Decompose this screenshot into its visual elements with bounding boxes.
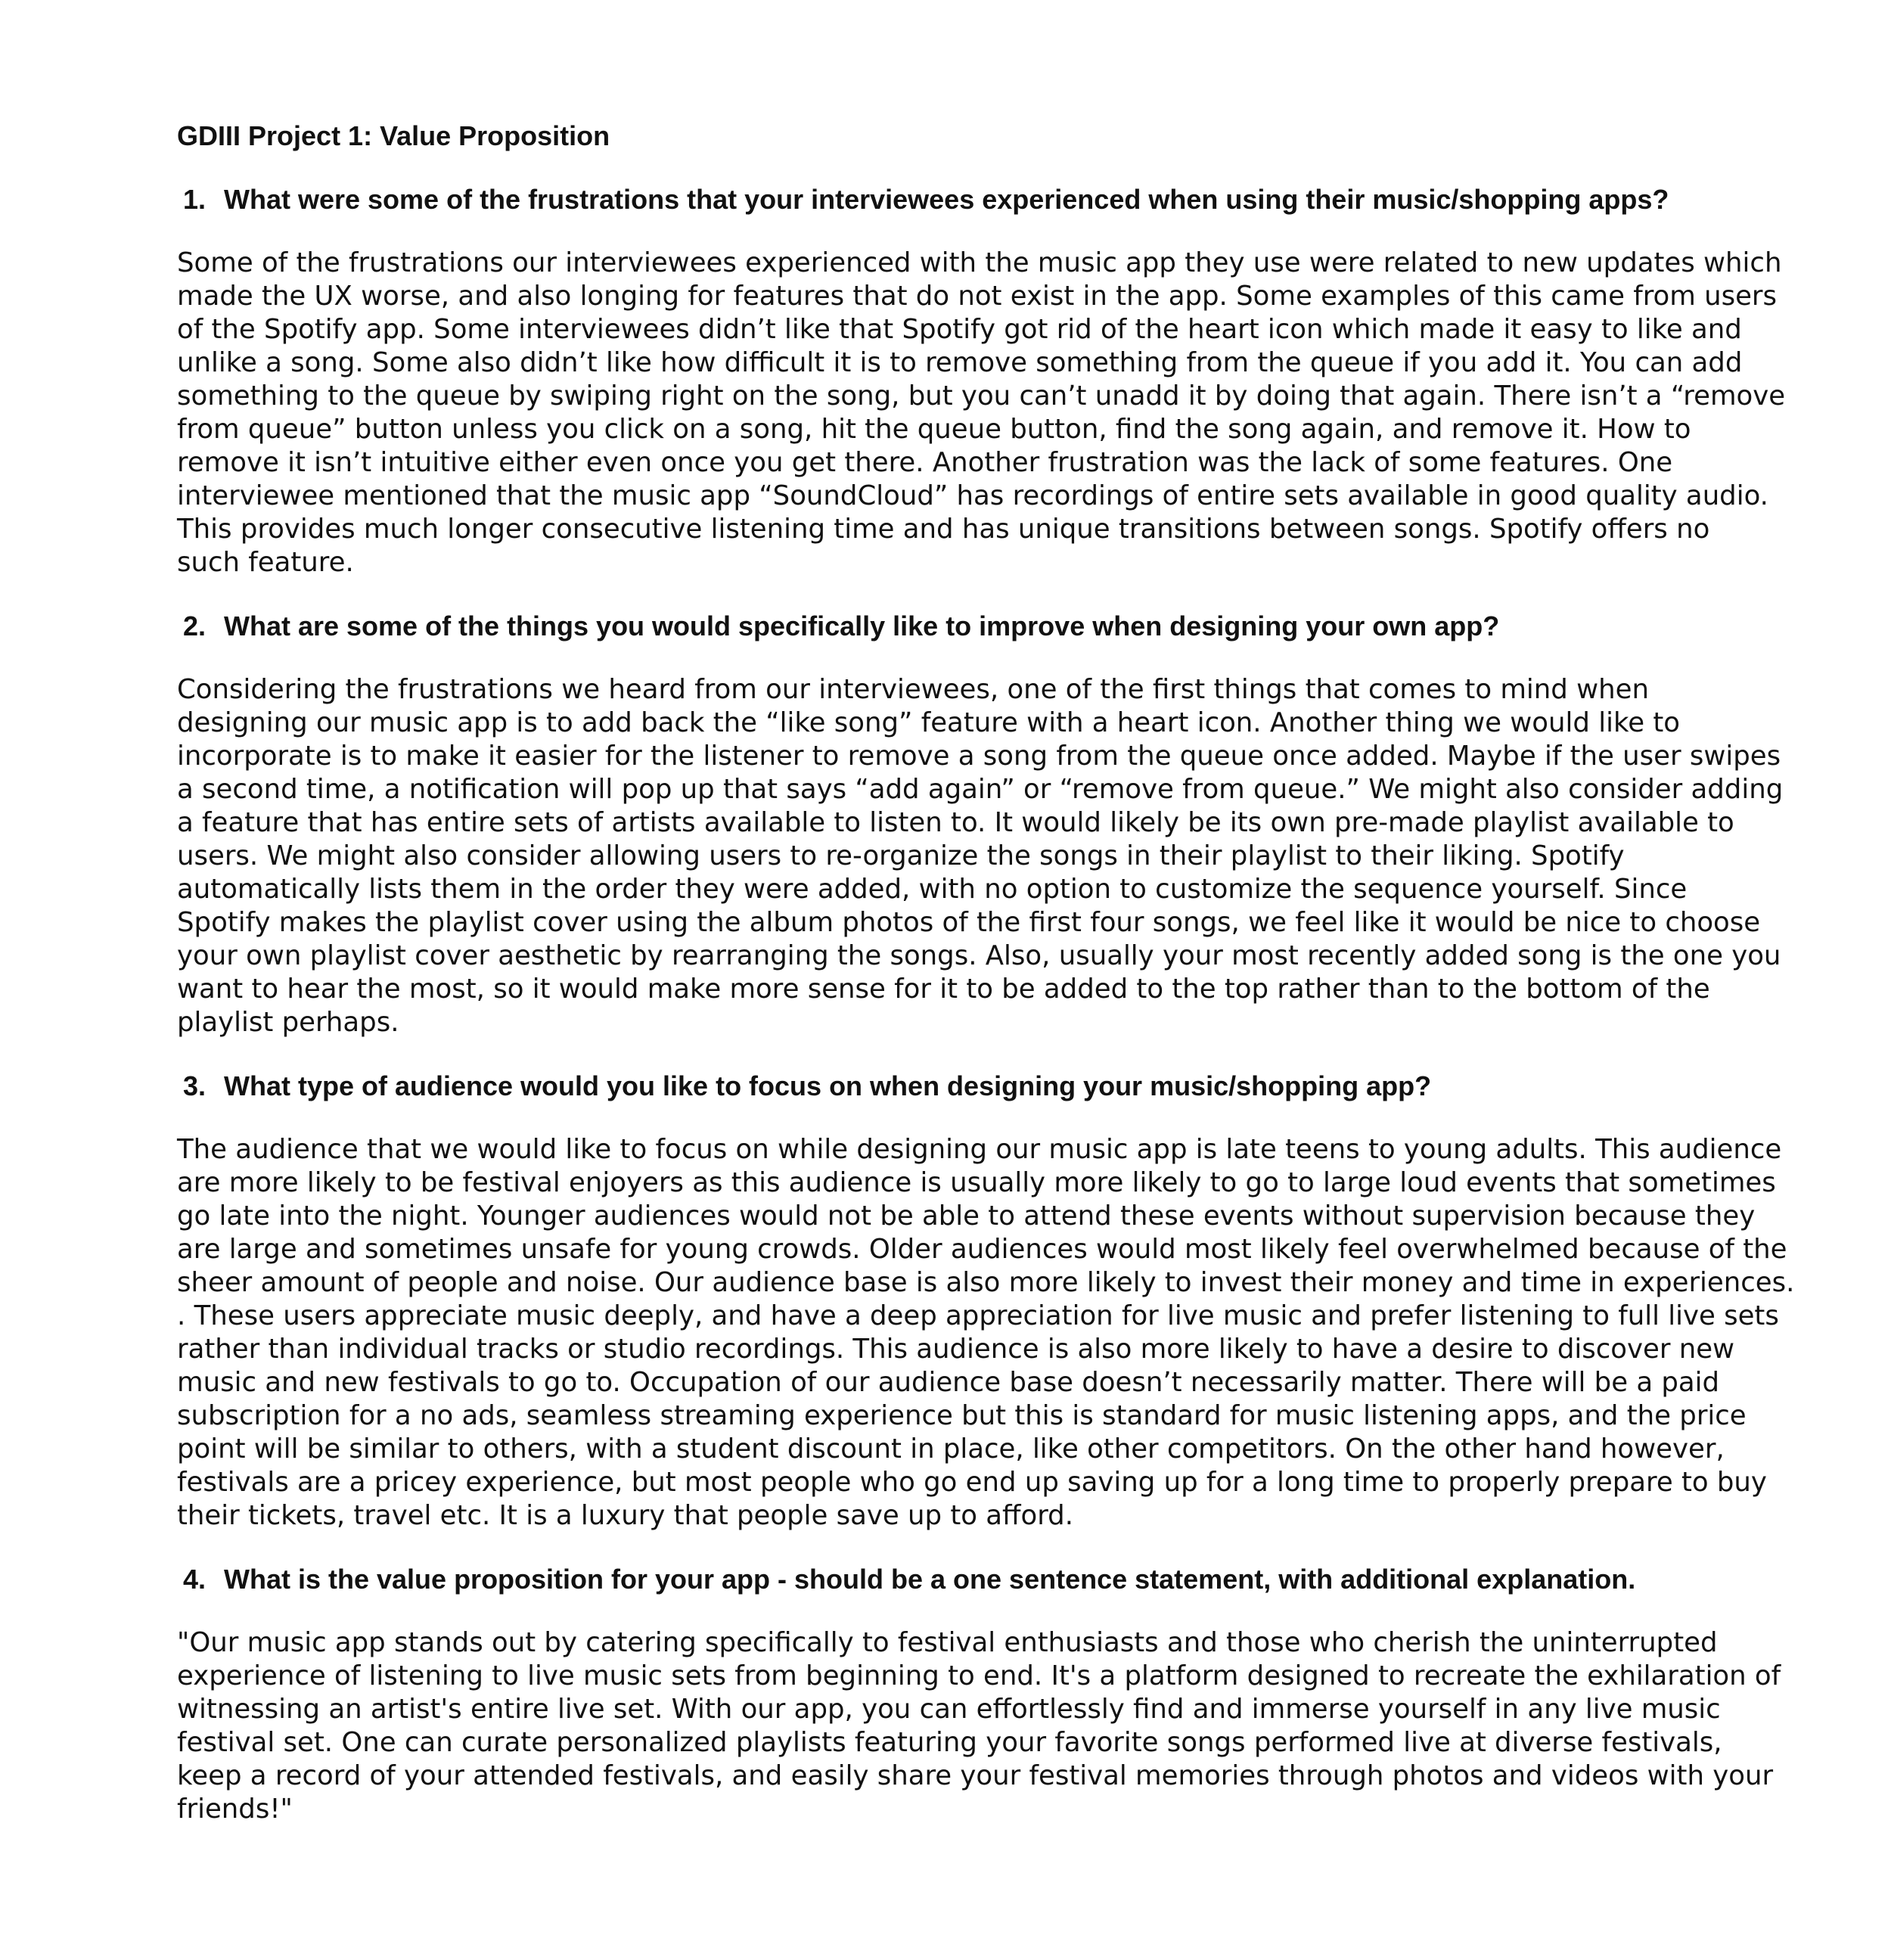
question-text: What were some of the frustrations that your interviewees experienced when using their music/shopping apps? (224, 184, 1669, 215)
answer-line: unlike a song. Some also didn’t like how difficult it is to remove something from the queue if you add it. You can add (177, 347, 1743, 378)
question-number: 3. (183, 1070, 206, 1101)
answer-line: automatically lists them in the order they were added, with no option to customize the sequence yourself. Since (177, 874, 1688, 905)
answer-line: . These users appreciate music deeply, and have a deep appreciation for live music and prefer listening to full live sets (177, 1300, 1779, 1331)
question-heading (177, 1563, 1740, 1596)
question-heading (177, 610, 1740, 643)
answer-line: friends!" (177, 1794, 293, 1825)
answer-line: interviewee mentioned that the music app “SoundCloud” has recordings of entire sets available in good quality audio. (177, 480, 1768, 511)
question-text: What type of audience would you like to focus on when designing your music/shopping app? (224, 1070, 1432, 1101)
answer-line: subscription for a no ads, seamless streaming experience but this is standard for music listening apps, and the price (177, 1400, 1747, 1431)
question-number: 2. (183, 610, 206, 641)
answer-line: Some of the frustrations our interviewees experienced with the music app they use were related to new updates which (177, 247, 1782, 278)
answer-line: users. We might also consider allowing users to re-organize the songs in their playlist to their liking. Spotify (177, 840, 1625, 871)
answer-line: something to the queue by swiping right on the song, but you can’t unadd it by doing that again. There isn’t a “remove (177, 381, 1786, 412)
question-heading (177, 1070, 1740, 1103)
answer-line: keep a record of your attended festivals, and easily share your festival memories through photos and videos with your (177, 1760, 1774, 1791)
answer-line: playlist perhaps. (177, 1007, 399, 1038)
question-heading (177, 183, 1740, 216)
sections-container (177, 183, 1795, 1826)
answer-line: a feature that has entire sets of artists available to listen to. It would likely be its own pre-made playlist available to (177, 807, 1734, 838)
answer-line: incorporate is to make it easier for the listener to remove a song from the queue once added. Maybe if the user swipes (177, 741, 1781, 772)
question-text: What are some of the things you would specifically like to improve when designing your own app? (224, 610, 1500, 641)
answer-line: their tickets, travel etc. It is a luxury that people save up to afford. (177, 1500, 1073, 1531)
answer-line: Spotify makes the playlist cover using the album photos of the first four songs, we feel like it would be nice to choose (177, 907, 1761, 938)
question-number: 4. (183, 1564, 206, 1595)
answer-line: The audience that we would like to focus on while designing our music app is late teens to young adults. This audience (177, 1134, 1782, 1165)
document-title: GDIII Project 1: Value Proposition (177, 120, 610, 151)
document-page (177, 120, 1795, 1856)
answer-paragraph (177, 247, 1786, 579)
answer-line: Considering the frustrations we heard from our interviewees, one of the first things that comes to mind when (177, 674, 1649, 705)
answer-line: rather than individual tracks or studio recordings. This audience is also more likely to have a desire to discover new (177, 1334, 1735, 1365)
answer-line: remove it isn’t intuitive either even once you get there. Another frustration was the lack of some features. One (177, 447, 1673, 478)
answer-line: festival set. One can curate personalized playlists featuring your favorite songs performed live at diverse festivals, (177, 1727, 1722, 1758)
answer-paragraph (177, 1133, 1795, 1533)
answer-paragraph (177, 1626, 1781, 1826)
answer-line: music and new festivals to go to. Occupation of our audience base doesn’t necessarily matter. There will be a paid (177, 1367, 1720, 1398)
answer-line: sheer amount of people and noise. Our audience base is also more likely to invest their money and time in experiences. (177, 1267, 1795, 1298)
answer-line: festivals are a pricey experience, but most people who go end up saving up for a long time to properly prepare to buy (177, 1467, 1767, 1498)
answer-line: such feature. (177, 547, 354, 578)
answer-line: witnessing an artist's entire live set. With our app, you can effortlessly find and immerse yourself in any live music (177, 1694, 1721, 1725)
answer-paragraph (177, 673, 1784, 1039)
question-number: 1. (183, 184, 206, 215)
answer-line: a second time, a notification will pop up that says “add again” or “remove from queue.” We might also consider adding (177, 774, 1784, 805)
answer-line: point will be similar to others, with a student discount in place, like other competitors. On the other hand however, (177, 1434, 1725, 1465)
answer-line: are large and sometimes unsafe for young crowds. Older audiences would most likely feel overwhelmed because of the (177, 1234, 1787, 1265)
question-text: What is the value proposition for your app - should be a one sentence statement, with additional explanation. (224, 1564, 1636, 1595)
answer-line: of the Spotify app. Some interviewees didn’t like that Spotify got rid of the heart icon which made it easy to like and (177, 314, 1742, 345)
answer-line: designing our music app is to add back the “like song” feature with a heart icon. Another thing we would like to (177, 707, 1680, 738)
answer-line: want to hear the most, so it would make more sense for it to be added to the top rather than to the bottom of the (177, 974, 1710, 1005)
answer-line: your own playlist cover aesthetic by rearranging the songs. Also, usually your most recently added song is the one you (177, 940, 1781, 971)
answer-line: "Our music app stands out by catering specifically to festival enthusiasts and those who cherish the uninterrupted (177, 1627, 1718, 1658)
answer-line: are more likely to be festival enjoyers as this audience is usually more likely to go to large loud events that sometimes (177, 1167, 1776, 1198)
answer-line: made the UX worse, and also longing for features that do not exist in the app. Some examples of this came from users (177, 281, 1778, 312)
answer-line: This provides much longer consecutive listening time and has unique transitions between songs. Spotify offers no (177, 514, 1710, 545)
answer-line: experience of listening to live music sets from beginning to end. It's a platform designed to recreate the exhilaration of (177, 1660, 1781, 1691)
answer-line: go late into the night. Younger audiences would not be able to attend these events without supervision because they (177, 1201, 1756, 1232)
answer-line: from queue” button unless you click on a song, hit the queue button, find the song again, and remove it. How to (177, 414, 1691, 445)
